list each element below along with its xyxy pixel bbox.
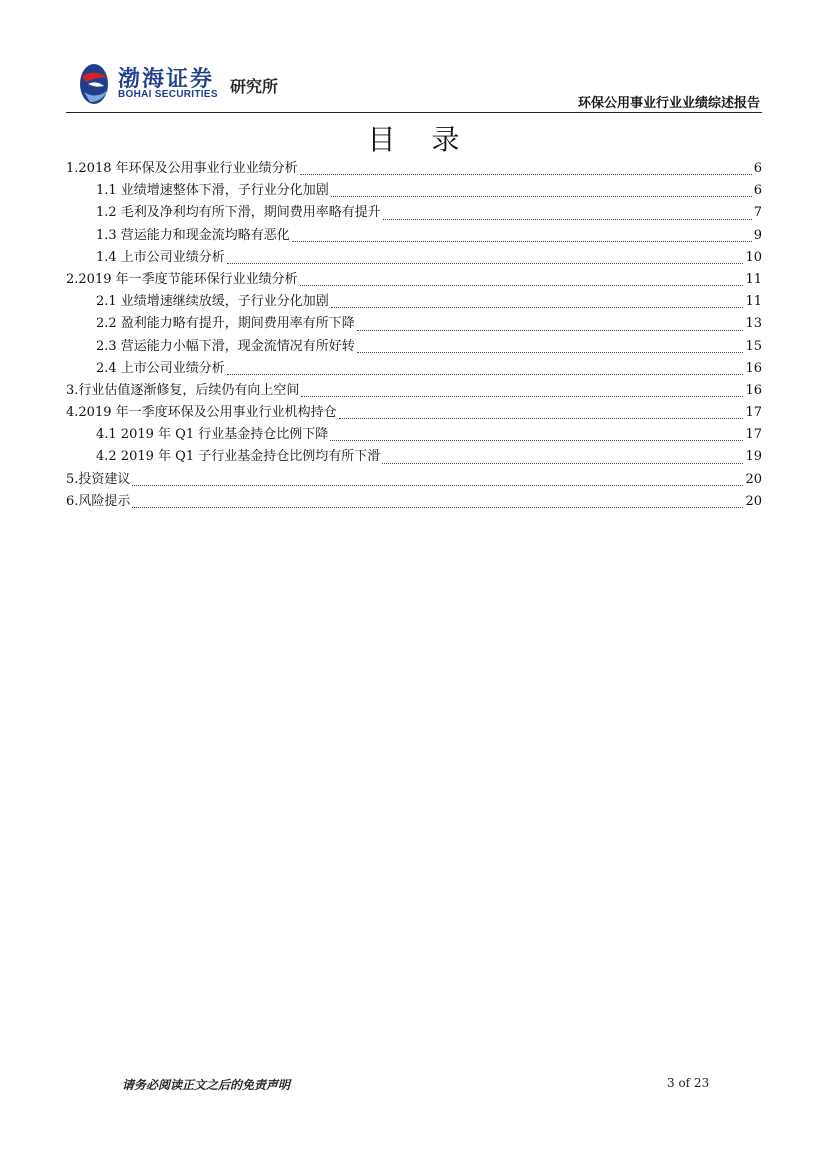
toc-entry[interactable] [66,247,762,269]
toc-leader-dots [300,174,752,175]
report-name: 环保公用事业行业业绩综述报告 [577,96,760,111]
toc-entry[interactable] [66,402,762,424]
toc-leader-dots [357,330,744,331]
toc-entry[interactable] [66,291,762,313]
toc-leader-dots [227,263,744,264]
toc-entry-label[interactable]: 2.4 上市公司业绩分析 [96,360,225,376]
toc-entry-label[interactable]: 3.行业估值逐渐修复，后续仍有向上空间 [66,382,300,398]
disclaimer-note: 请务必阅读正文之后的免责声明 [122,1078,291,1092]
toc-leader-dots [292,241,752,242]
toc-leader-dots [132,485,743,486]
toc-entry-label[interactable]: 2.3 营运能力小幅下滑，现金流情况有所好转 [96,338,355,354]
toc-leader-dots [331,196,752,197]
bohai-logo-icon [78,62,114,108]
toc-leader-dots [300,285,744,286]
table-of-contents [66,158,762,513]
toc-leader-dots [339,418,744,419]
toc-entry-page[interactable]: 20 [745,493,762,509]
toc-entry-label[interactable]: 2.2019 年一季度节能环保行业业绩分析 [66,271,298,287]
toc-entry-page[interactable]: 20 [745,471,762,487]
toc-entry-label[interactable]: 4.2 2019 年 Q1 子行业基金持仓比例均有所下滑 [96,449,381,465]
toc-entry-label[interactable]: 1.3 营运能力和现金流均略有恶化 [96,227,290,243]
toc-entry[interactable] [66,380,762,402]
toc-entry[interactable] [66,313,762,335]
toc-leader-dots [227,374,744,375]
toc-entry-page[interactable]: 19 [745,449,762,465]
toc-entry[interactable] [66,446,762,468]
toc-leader-dots [382,463,743,464]
toc-entry-label[interactable]: 5.投资建议 [66,471,131,487]
toc-entry-page[interactable]: 11 [745,271,762,287]
toc-entry[interactable] [66,269,762,291]
toc-entry-label[interactable]: 1.4 上市公司业绩分析 [96,249,225,265]
toc-leader-dots [301,396,743,397]
toc-entry-label[interactable]: 1.2018 年环保及公用事业行业业绩分析 [66,161,298,176]
toc-leader-dots [331,307,744,308]
toc-entry-page[interactable]: 6 [753,161,762,176]
toc-entry-label[interactable]: 2.1 业绩增速继续放缓，子行业分化加剧 [96,294,329,310]
toc-entry-label[interactable]: 2.2 盈利能力略有提升，期间费用率有所下降 [96,316,355,332]
toc-entry-page[interactable]: 7 [753,205,762,221]
toc-entry-label[interactable]: 1.2 毛利及净利均有所下滑，期间费用率略有提升 [96,205,381,221]
toc-entry-page[interactable]: 17 [745,405,762,421]
toc-entry[interactable] [66,202,762,224]
toc-entry[interactable] [66,424,762,446]
toc-entry[interactable] [66,358,762,380]
logo-chinese-name: 渤海证券 [118,67,215,92]
toc-entry[interactable] [66,336,762,358]
toc-entry-page[interactable]: 9 [753,227,762,243]
toc-entry-page[interactable]: 11 [745,294,762,310]
logo-english-name: BOHAI SECURITIES [118,89,218,100]
toc-entry[interactable] [66,469,762,491]
toc-entry[interactable] [66,225,762,247]
toc-entry-page[interactable]: 15 [745,338,762,354]
toc-entry-label[interactable]: 4.2019 年一季度环保及公用事业行业机构持仓 [66,405,337,421]
toc-leader-dots [383,219,752,220]
toc-entry-page[interactable]: 13 [745,316,762,332]
toc-entry-label[interactable]: 4.1 2019 年 Q1 行业基金持仓比例下降 [96,427,329,443]
toc-leader-dots [357,352,744,353]
toc-entry-page[interactable]: 16 [745,382,762,398]
toc-title: 目录 [367,123,496,156]
toc-entry[interactable] [66,158,762,180]
toc-entry-page[interactable]: 10 [745,249,762,265]
toc-entry[interactable] [66,491,762,513]
bohai-securities-logo [78,62,293,108]
page-indicator: 3 of 23 [667,1076,710,1090]
header-divider [66,112,762,113]
toc-leader-dots [330,440,743,441]
toc-entry[interactable] [66,180,762,202]
page-header [0,0,827,120]
logo-department: 研究所 [230,77,279,96]
toc-entry-page[interactable]: 6 [753,183,762,199]
toc-entry-label[interactable]: 1.1 业绩增速整体下滑，子行业分化加剧 [96,183,329,199]
toc-leader-dots [132,507,743,508]
toc-entry-label[interactable]: 6.风险提示 [66,493,131,509]
toc-entry-page[interactable]: 16 [745,360,762,376]
toc-entry-page[interactable]: 17 [745,427,762,443]
